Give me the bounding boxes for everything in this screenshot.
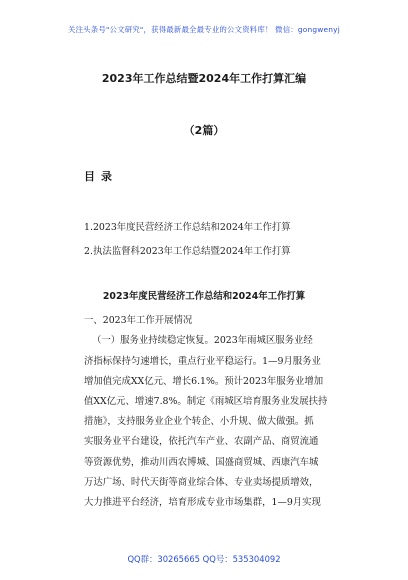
subsection-heading: 一、2023年工作开展情况 (84, 315, 193, 326)
header-banner[interactable]: 关注头条号"公文研究"，获得最新最全最专业的公文资料库！ 微信：gongwenyj (68, 25, 340, 34)
body-text-line: 济指标保持匀速增长，重点行业平稳运行。1—9月服务业 (84, 356, 321, 367)
body-text-line: 万达广场、时代天街等商业综合体、专业卖场提质增效， (84, 477, 319, 488)
section-title: 2023年度民营经济工作总结和2024年工作打算 (102, 291, 306, 302)
footer-contact[interactable]: QQ群：30265665 QQ号：535304092 (127, 554, 281, 564)
body-text-line: 措施》，支持服务业企业个转企、小升规、做大做强。抓 (84, 416, 314, 427)
body-text-line: 等资源优势，推动川西农博城、国盛商贸城、西康汽车城 (84, 457, 319, 468)
toc-heading: 目录 (84, 170, 118, 183)
toc-item[interactable]: 2.执法监督科2023年工作总结暨2024年工作打算 (84, 246, 291, 257)
toc-item[interactable]: 1.2023年度民营经济工作总结和2024年工作打算 (84, 222, 291, 233)
body-text-line: 大力推进平台经济，培育形成专业市场集群，1—9月实现 (84, 497, 321, 508)
body-text-line: 增加值完成XX亿元、增长6.1%。预计2023年服务业增加 (84, 376, 324, 387)
body-text-line: 实服务业平台建设，依托汽车产业、农副产品、商贸流通 (84, 436, 319, 447)
document-title: 2023年工作总结暨2024年工作打算汇编 (101, 72, 307, 85)
body-text-line: 值XX亿元、增速7.8%。制定《雨城区培育服务业发展扶持 (84, 396, 328, 407)
document-count: （2篇） (183, 124, 225, 137)
body-text-line: （一）服务业持续稳定恢复。2023年雨城区服务业经 (92, 335, 313, 346)
